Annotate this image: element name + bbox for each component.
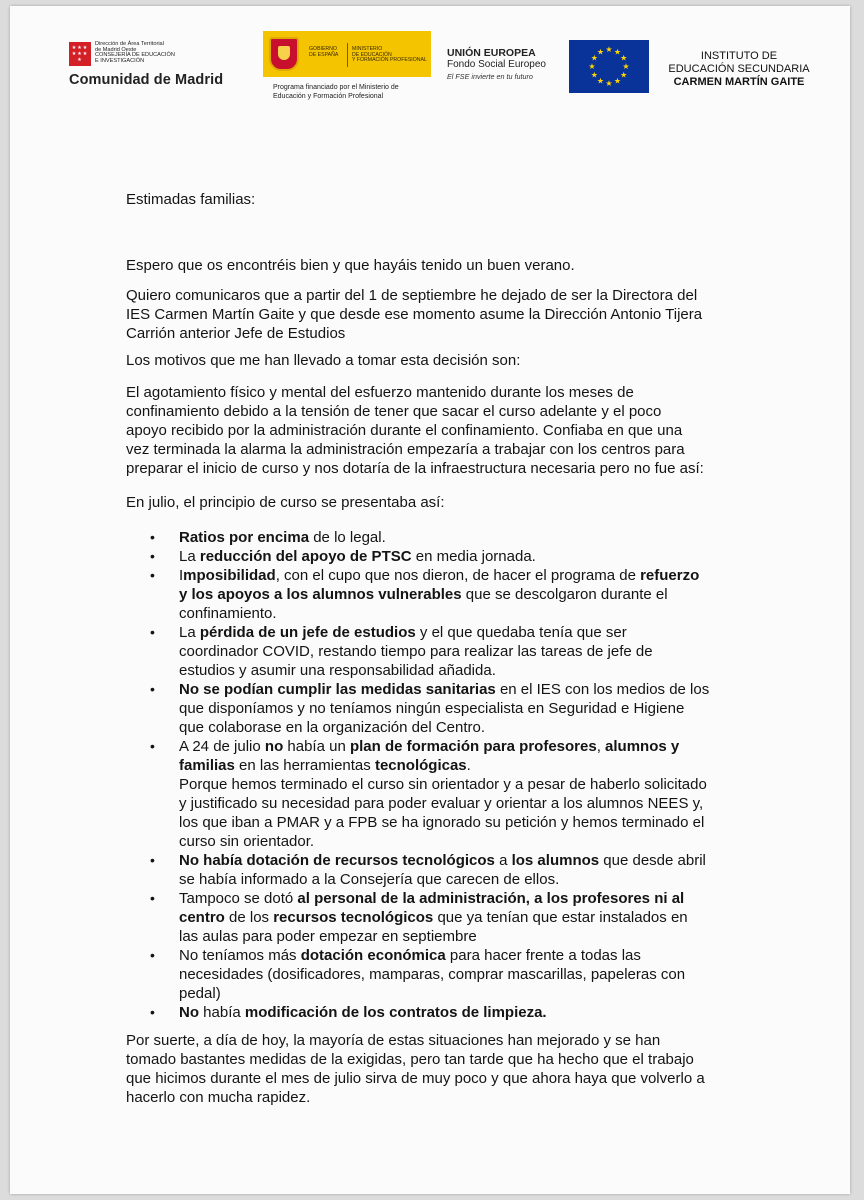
issue-line bbox=[179, 661, 746, 680]
issue-line bbox=[179, 870, 746, 889]
issue-line bbox=[179, 984, 746, 1003]
bold-run: los alumnos bbox=[511, 852, 600, 869]
svg-text:★: ★ bbox=[596, 47, 605, 57]
text-run: , con el cupo que nos dieron, de hacer el programa de bbox=[275, 567, 641, 584]
issue-line bbox=[179, 851, 746, 870]
bold-run: pérdida de un jefe de estudios bbox=[199, 624, 416, 641]
caption-line: Educación y Formación Profesional bbox=[273, 93, 384, 100]
paragraph-wellbeing: Espero que os encontréis bien y que hayáis tenido un buen verano. bbox=[126, 257, 575, 274]
issue-line bbox=[179, 604, 746, 623]
text-run: La bbox=[179, 548, 200, 565]
bullet-icon: • bbox=[150, 681, 155, 697]
text-run: a bbox=[494, 852, 512, 869]
madrid-department bbox=[95, 42, 245, 64]
issue-item bbox=[126, 889, 746, 946]
issue-item bbox=[126, 1003, 746, 1022]
text-line: vez terminada la alarma la administración empezaría a trabajar con los centros para bbox=[126, 441, 685, 458]
bullet-icon: • bbox=[150, 529, 155, 545]
union-europea-logo bbox=[447, 42, 652, 94]
text-run: La bbox=[179, 624, 200, 641]
issues-list bbox=[126, 528, 746, 1022]
svg-text:★: ★ bbox=[605, 45, 613, 54]
paragraph-july: En julio, el principio de curso se presentaba así: bbox=[126, 494, 445, 511]
madrid-dept-line: E INVESTIGACIÓN bbox=[95, 57, 145, 64]
text-run: estudios y asumir una responsabilidad añadida. bbox=[179, 662, 496, 679]
greeting: Estimadas familias: bbox=[126, 191, 256, 208]
text-line: tomado bastantes medidas de la exigidas, pero tan tarde que ha hecho que el trabajo bbox=[126, 1051, 694, 1068]
text-run: pedal) bbox=[179, 985, 221, 1002]
issue-item bbox=[126, 566, 746, 623]
ministerio-text bbox=[352, 47, 430, 64]
issue-item bbox=[126, 528, 746, 547]
text-run: Porque hemos terminado el curso sin orientador y a pesar de haberlo solicitado bbox=[179, 776, 707, 793]
bold-run: no bbox=[264, 738, 284, 755]
letter-page bbox=[10, 6, 850, 1194]
madrid-dept-line: de Madrid Oeste bbox=[95, 46, 137, 53]
bullet-icon: • bbox=[150, 947, 155, 963]
svg-text:★: ★ bbox=[620, 70, 628, 80]
issue-line bbox=[179, 680, 746, 699]
comunidad-madrid-logo bbox=[69, 42, 259, 92]
svg-text:★: ★ bbox=[613, 47, 622, 57]
svg-text:★: ★ bbox=[588, 62, 596, 71]
text-run: que colaborase en la organización del Centro. bbox=[179, 719, 486, 736]
text-line: confinamiento debido a la tensión de tener que sacar el curso adelante y el poco bbox=[126, 403, 662, 420]
bullet-icon: • bbox=[150, 890, 155, 906]
issue-line bbox=[179, 756, 746, 775]
bold-run: recursos tecnológicos bbox=[273, 909, 434, 926]
text-run: y el que quedaba tenía que ser bbox=[415, 624, 627, 641]
svg-text:★: ★ bbox=[596, 76, 605, 86]
ies-line-1: INSTITUTO DE bbox=[700, 50, 778, 62]
issue-line bbox=[179, 965, 746, 984]
programa-financiado-caption bbox=[273, 83, 399, 101]
bold-run: y los apoyos a los alumnos vulnerables bbox=[179, 586, 462, 603]
issue-line bbox=[179, 908, 746, 927]
caption-line: Programa financiado por el Ministerio de bbox=[273, 84, 399, 91]
bullet-icon: • bbox=[150, 738, 155, 754]
ministerio-line: Y FORMACIÓN PROFESIONAL bbox=[352, 57, 427, 63]
issue-line bbox=[179, 642, 746, 661]
ministerio-line: DE EDUCACIÓN bbox=[352, 51, 392, 58]
bullet-icon: • bbox=[150, 1004, 155, 1020]
ue-fse-slogan: El FSE invierte en tu futuro bbox=[447, 72, 533, 81]
issue-line bbox=[179, 946, 746, 965]
gobierno-divider bbox=[347, 43, 348, 67]
issue-item bbox=[126, 851, 746, 889]
paragraph-motives: Los motivos que me han llevado a tomar esta decisión son: bbox=[126, 352, 521, 369]
bold-run: No bbox=[179, 1004, 199, 1021]
issue-line bbox=[179, 718, 746, 737]
issue-line bbox=[179, 699, 746, 718]
issue-item bbox=[126, 737, 746, 851]
madrid-name: Comunidad de Madrid bbox=[69, 72, 224, 88]
text-line: IES Carmen Martín Gaite y que desde ese momento asume la Dirección Antonio Tijera bbox=[126, 306, 703, 323]
text-run: para hacer frente a todas las bbox=[445, 947, 641, 964]
madrid-stars-icon: ★★★ ★★★ ★ bbox=[71, 45, 89, 63]
bold-run: familias bbox=[179, 757, 235, 774]
issue-item bbox=[126, 946, 746, 1003]
text-run: A 24 de julio bbox=[179, 738, 265, 755]
gobierno-text bbox=[309, 47, 349, 58]
text-line: Carrión anterior Jefe de Estudios bbox=[126, 325, 346, 342]
svg-text:★: ★ bbox=[622, 62, 630, 71]
eu-stars-icon bbox=[569, 40, 649, 93]
text-line: preparar el inicio de curso y nos dotaría de la infraestructura necesaria pero no fue así: bbox=[126, 460, 704, 477]
bullet-icon: • bbox=[150, 567, 155, 583]
bold-run: al personal de la administración, a los profesores ni al bbox=[297, 890, 685, 907]
text-run: confinamiento. bbox=[179, 605, 277, 622]
bold-run: reducción del apoyo de PTSC bbox=[199, 548, 412, 565]
bold-run: plan de formación para profesores bbox=[349, 738, 597, 755]
text-run: se había informado a la Consejería que carecen de ellos. bbox=[179, 871, 560, 888]
bold-run: alumnos y bbox=[605, 738, 680, 755]
ies-name: CARMEN MARTÍN GAITE bbox=[673, 76, 805, 88]
ue-texts bbox=[447, 47, 562, 83]
issue-item bbox=[126, 547, 746, 566]
text-run: . bbox=[466, 757, 471, 774]
text-run: I bbox=[179, 567, 184, 584]
issue-line bbox=[179, 547, 746, 566]
text-run: en las herramientas bbox=[234, 757, 375, 774]
bullet-icon: • bbox=[150, 852, 155, 868]
issue-item bbox=[126, 680, 746, 737]
madrid-dept-line: CONSEJERÍA DE EDUCACIÓN bbox=[95, 52, 175, 59]
svg-text:★: ★ bbox=[590, 70, 598, 80]
madrid-dept-line: Dirección de Área Territorial bbox=[95, 41, 164, 47]
bold-run: refuerzo bbox=[640, 567, 700, 584]
text-run: Tampoco se dotó bbox=[179, 890, 298, 907]
bold-run: mposibilidad bbox=[183, 567, 276, 584]
paragraph-exhaustion bbox=[126, 383, 746, 478]
text-run: había un bbox=[283, 738, 350, 755]
issue-line bbox=[179, 566, 746, 585]
text-run: de lo legal. bbox=[309, 529, 386, 546]
bold-run: modificación de los contratos de limpieza. bbox=[244, 1004, 547, 1021]
ue-fondo: Fondo Social Europeo bbox=[447, 59, 546, 70]
bold-run: Ratios por encima bbox=[179, 529, 310, 546]
bold-run: No había dotación de recursos tecnológicos bbox=[179, 852, 495, 869]
issue-line bbox=[179, 832, 746, 851]
text-line: hacerlo con mucha rapidez. bbox=[126, 1089, 311, 1106]
paragraph-announcement bbox=[126, 286, 746, 343]
text-run: de los bbox=[224, 909, 274, 926]
ue-union: UNIÓN EUROPEA bbox=[447, 47, 536, 59]
text-line: Por suerte, a día de hoy, la mayoría de estas situaciones han mejorado y se han bbox=[126, 1032, 661, 1049]
text-run: No teníamos más bbox=[179, 947, 301, 964]
text-run: que disponíamos y no teníamos ningún especialista en Seguridad e Higiene bbox=[179, 700, 685, 717]
text-line: apoyo recibido por la administración durante el confinamiento. Confiaba en que una bbox=[126, 422, 683, 439]
text-run: , bbox=[596, 738, 606, 755]
ies-line-2: EDUCACIÓN SECUNDARIA bbox=[668, 63, 810, 75]
ministerio-line: MINISTERIO bbox=[352, 46, 383, 52]
text-run: coordinador COVID, restando tiempo para realizar las tareas de jefe de bbox=[179, 643, 653, 660]
issue-line bbox=[179, 775, 746, 794]
text-run: que se descolgaron durante el bbox=[461, 586, 668, 603]
bold-run: No se podían cumplir las medidas sanitarias bbox=[179, 681, 496, 698]
gobierno-line: GOBIERNO bbox=[309, 46, 337, 52]
text-run: había bbox=[199, 1004, 245, 1021]
gobierno-logo-box bbox=[263, 31, 431, 77]
text-run: que desde abril bbox=[599, 852, 706, 869]
issue-line bbox=[179, 813, 746, 832]
issue-line bbox=[179, 528, 746, 547]
text-run: que ya tenían que estar instalados en bbox=[433, 909, 688, 926]
issue-line bbox=[179, 737, 746, 756]
text-run: en media jornada. bbox=[411, 548, 536, 565]
text-run: las aulas para poder empezar en septiembre bbox=[179, 928, 477, 945]
text-run: y justificado su necesidad para poder evaluar y orientar a los alumnos NEES y, bbox=[179, 795, 704, 812]
text-run: necesidades (dosificadores, mamparas, comprar mascarillas, papeleras con bbox=[179, 966, 686, 983]
text-line: Quiero comunicaros que a partir del 1 de septiembre he dejado de ser la Directora del bbox=[126, 287, 698, 304]
bold-run: centro bbox=[179, 909, 225, 926]
text-line: El agotamiento físico y mental del esfuerzo mantenido durante los meses de bbox=[126, 384, 634, 401]
issue-line bbox=[179, 794, 746, 813]
svg-text:★: ★ bbox=[613, 76, 622, 86]
bold-run: tecnológicas bbox=[374, 757, 467, 774]
issue-line bbox=[179, 889, 746, 908]
issue-line bbox=[179, 1003, 746, 1022]
bullet-icon: • bbox=[150, 548, 155, 564]
gobierno-line: DE ESPAÑA bbox=[309, 51, 339, 58]
gobierno-espana-logo bbox=[263, 31, 441, 111]
text-run: los que iban a PMAR y a FPB se ha ignorado su petición y hemos terminado el bbox=[179, 814, 705, 831]
text-run: curso sin orientador. bbox=[179, 833, 315, 850]
eu-flag-icon bbox=[569, 40, 649, 93]
bold-run: dotación económica bbox=[300, 947, 446, 964]
spain-shield-icon bbox=[269, 37, 299, 71]
issue-line bbox=[179, 927, 746, 946]
issue-line bbox=[179, 585, 746, 604]
svg-text:★: ★ bbox=[590, 53, 598, 63]
issue-line bbox=[179, 623, 746, 642]
ies-logo bbox=[654, 50, 824, 89]
bullet-icon: • bbox=[150, 624, 155, 640]
text-line: que hicimos durante el mes de julio sirva de muy poco y que ahora haya que volverlo a bbox=[126, 1070, 705, 1087]
svg-text:★: ★ bbox=[620, 53, 628, 63]
paragraph-closing bbox=[126, 1031, 746, 1107]
text-run: en el IES con los medios de los bbox=[495, 681, 710, 698]
svg-text:★: ★ bbox=[605, 79, 613, 88]
issue-item bbox=[126, 623, 746, 680]
